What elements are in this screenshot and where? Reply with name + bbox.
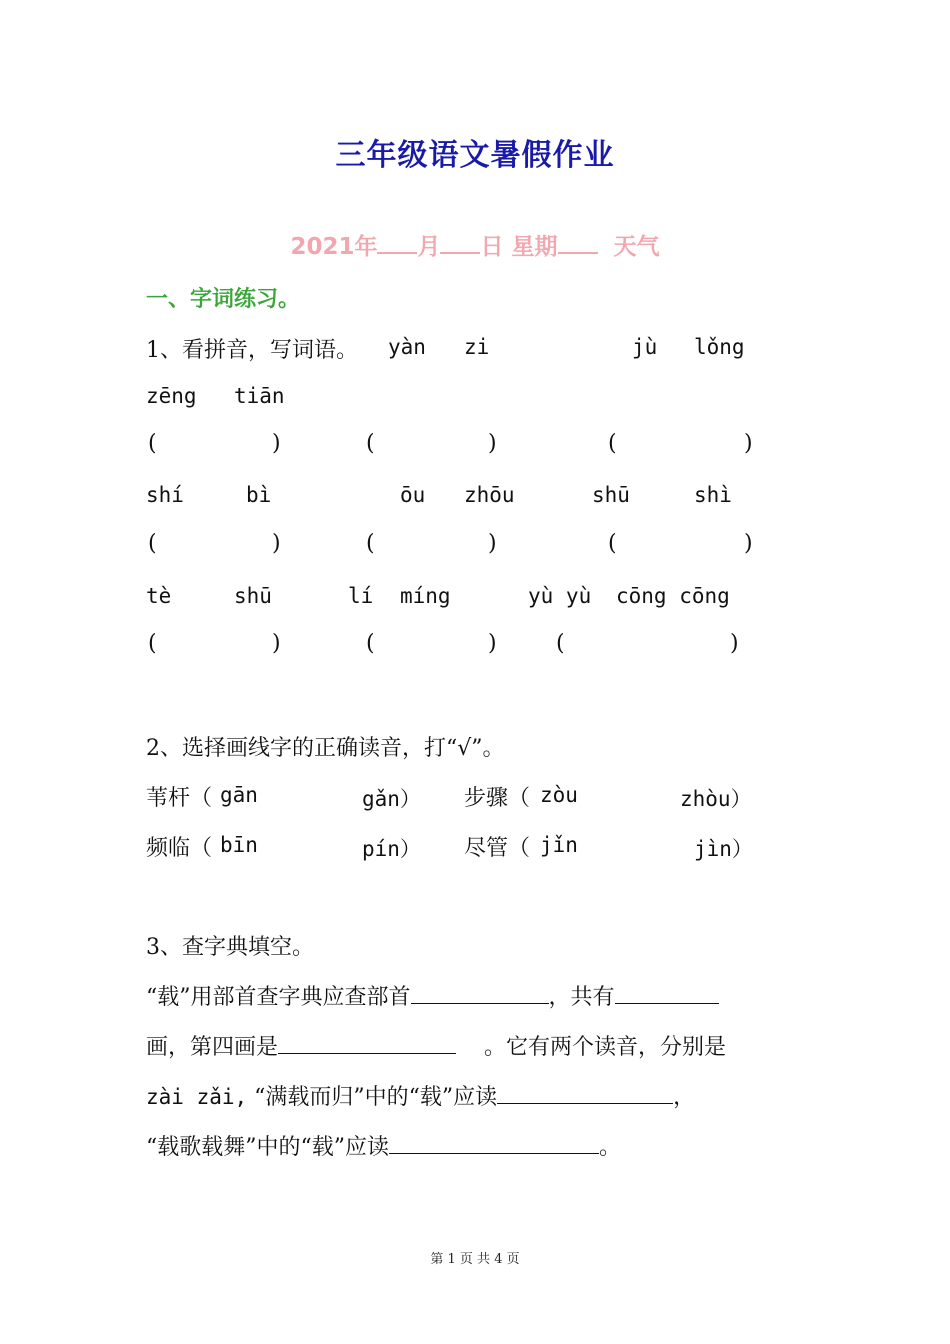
answer-paren-close: ) [730, 631, 739, 656]
q3-text: “载歌载舞”中的“载”应读 [146, 1135, 389, 1160]
q3-text: ， [673, 1085, 696, 1110]
q3-text: ，共有 [548, 985, 615, 1010]
answer-paren-open: ( [608, 531, 617, 556]
q2-option-b: zhòu） [680, 787, 752, 811]
answer-paren-close: ) [744, 531, 753, 556]
pinyin: shí [146, 483, 184, 507]
pinyin: bì [246, 483, 272, 507]
pinyin: jù [632, 335, 658, 359]
q2-word: 苇杆（ [146, 786, 213, 811]
pinyin: míng [400, 584, 451, 608]
pinyin: zēng [146, 384, 197, 408]
answer-paren-close: ) [488, 531, 497, 556]
answer-paren-open: ( [608, 431, 617, 456]
answer-paren-close: ) [744, 431, 753, 456]
answer-paren-open: ( [556, 631, 565, 656]
weekday-blank [558, 232, 598, 254]
q2-option-a: bīn [220, 833, 258, 857]
q1-prompt: 1、看拼音，写词语。 [146, 338, 358, 363]
pinyin: lǒng [694, 335, 745, 359]
q2-word: 频临（ [146, 836, 213, 861]
date-weekday: 星期 [511, 234, 558, 260]
month-blank [377, 232, 417, 254]
q3-text: 。它有两个读音，分别是 [484, 1035, 727, 1060]
pinyin: shū [592, 483, 630, 507]
answer-paren-open: ( [148, 631, 157, 656]
answer-paren-open: ( [366, 431, 375, 456]
q2-word: 步骤（ [464, 786, 531, 811]
fill-blank-reading-1[interactable] [497, 1081, 673, 1104]
day-blank [440, 232, 480, 254]
answer-paren-close: ) [272, 631, 281, 656]
pinyin: ōu [400, 483, 426, 507]
q3-line-1 [146, 980, 719, 1011]
q2-option-a: gān [220, 783, 258, 807]
pinyin: zi [464, 335, 490, 359]
q3-text: “满载而归”中的“载”应读 [254, 1085, 498, 1110]
answer-paren-close: ) [272, 531, 281, 556]
page-title: 三年级语文暑假作业 [335, 138, 615, 173]
date-weather: 天气 [613, 234, 660, 260]
pinyin: shì [694, 483, 732, 507]
q3-pinyin: zài zǎi, [146, 1085, 248, 1109]
q3-line-3 [146, 1080, 695, 1111]
q3-text: 。 [599, 1135, 622, 1160]
pinyin: zhōu [464, 483, 515, 507]
pinyin: cōng cōng [616, 584, 730, 608]
answer-paren-close: ) [272, 431, 281, 456]
q3-line-4 [146, 1130, 621, 1161]
q2-option-a: jǐn [540, 833, 578, 857]
q3-line-2 [146, 1030, 726, 1061]
pinyin: lí [348, 584, 374, 608]
date-year: 2021年 [290, 234, 378, 260]
q2-word: 尽管（ [464, 836, 531, 861]
q2-option-a: zòu [540, 783, 578, 807]
q2-option-b: jìn） [694, 837, 753, 861]
pinyin: tè [146, 584, 172, 608]
date-month: 月 [417, 234, 441, 260]
page-footer: 第 1 页 共 4 页 [430, 1252, 520, 1267]
q2-prompt: 2、选择画线字的正确读音，打“√”。 [146, 736, 505, 761]
fill-blank-radical[interactable] [411, 981, 549, 1004]
fill-blank-stroke-count[interactable] [615, 981, 719, 1004]
q3-text: “载”用部首查字典应查部首 [146, 985, 411, 1010]
date-line [0, 228, 950, 261]
fill-blank-fourth-stroke[interactable] [278, 1031, 456, 1054]
q2-option-b: pín） [362, 837, 421, 861]
answer-paren-open: ( [366, 631, 375, 656]
pinyin: yù yù [528, 584, 592, 608]
answer-paren-close: ) [488, 631, 497, 656]
pinyin: tiān [234, 384, 285, 408]
pinyin: shū [234, 584, 272, 608]
date-day: 日 [480, 234, 504, 260]
answer-paren-open: ( [366, 531, 375, 556]
q3-prompt: 3、查字典填空。 [146, 935, 314, 960]
q2-option-b: gǎn） [362, 787, 421, 811]
answer-paren-open: ( [148, 431, 157, 456]
q3-text: 画，第四画是 [146, 1035, 279, 1060]
fill-blank-reading-2[interactable] [389, 1131, 599, 1154]
answer-paren-open: ( [148, 531, 157, 556]
section-heading: 一、字词练习。 [146, 287, 301, 312]
pinyin: yàn [388, 335, 426, 359]
answer-paren-close: ) [488, 431, 497, 456]
